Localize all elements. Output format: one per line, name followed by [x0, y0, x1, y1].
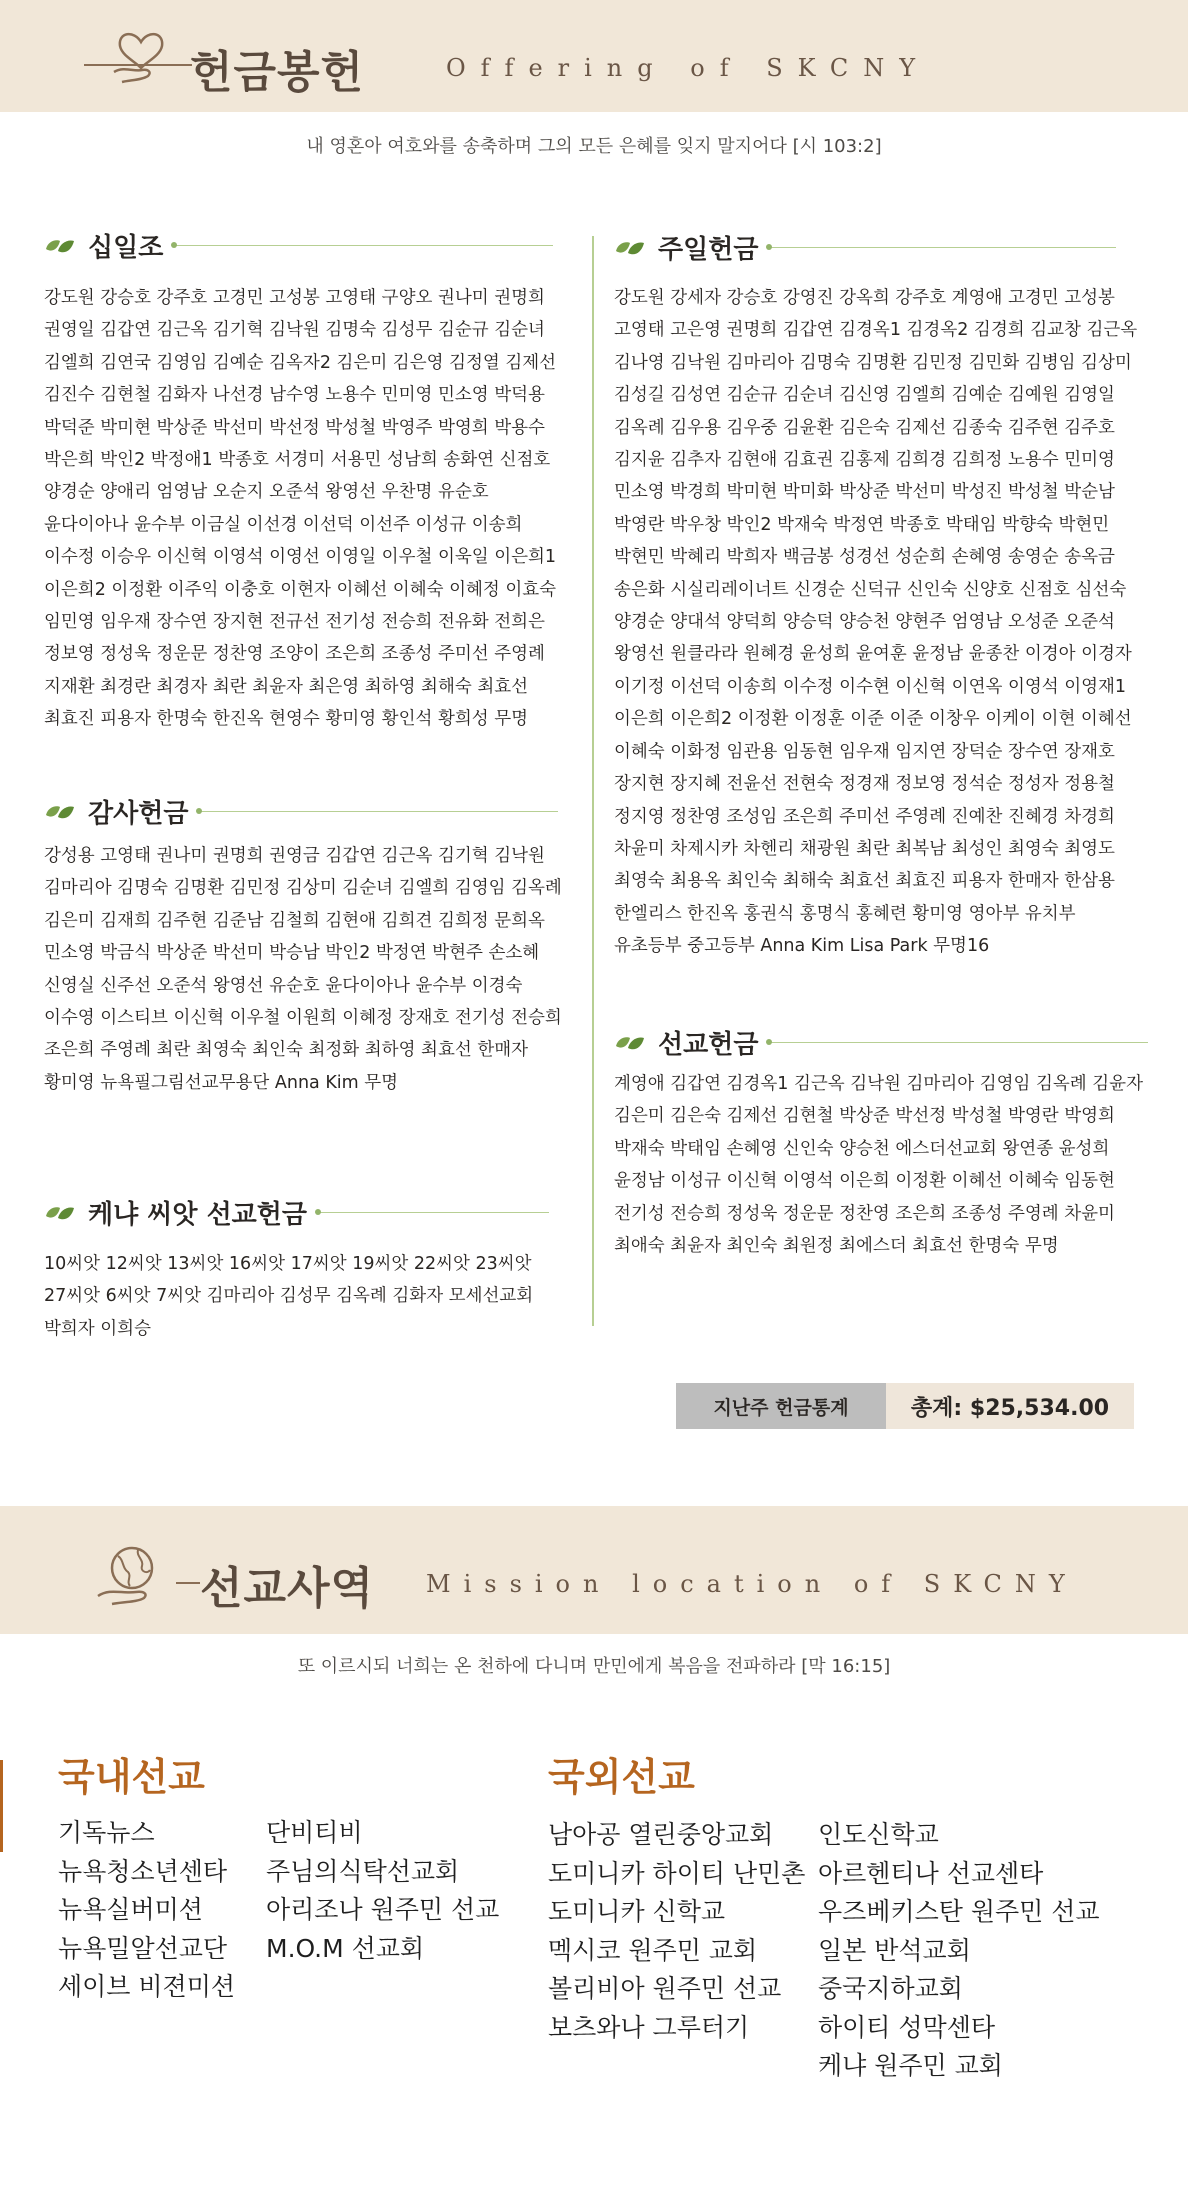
list-item: 뉴욕실버미션 — [58, 1895, 203, 1924]
tithe-names: 강도원 강승호 강주호 고경민 고성봉 고영태 구양오 권나미 권명희 권영일 김갑연 김근옥 김기혁 김낙원 김명숙 김성무 김순규 김순녀 김엘희 김연국 김영임 김예순 김옥자2 김은미 김은영 김정열 김제선 김진수 김현철 김화자 나선경 남수영 노용수 민미영 민소영 박덕용 박덕준 박미현 박상준 박선미 박선정 박성철 박영주 박영희 박용수 박은희 박인2 박정애1 박종호 서경미 서용민 성남희 송화연 신점호 양경순 양애리 엄영남 오순지 오준석 왕영선 우찬명 유순호 윤다이아나 윤수부 이금실 이선경 이선덕 이선주 이성규 이송희 이수정 이승우 이신혁 이영석 이영선 이영일 이우철 이욱일 이은희1 이은희2 이정환 이주익 이충호 이현자 이혜선 이혜숙 이혜정 이효숙 임민영 임우재 장수연 장지현 전규선 전기성 전승희 전유화 전희은 정보영 정성욱 정운문 정찬영 조양이 조은희 조종성 주미선 주영례 지재환 최경란 최경자 최란 최윤자 최은영 최하영 최해숙 최효선 최효진 피용자 한명숙 한진옥 현영수 황미영 황인석 황희성 무명 — [44, 288, 557, 730]
list-item: 뉴욕밀알선교단 — [58, 1933, 228, 1963]
list-item: 남아공 열린중앙교회 — [548, 1820, 774, 1849]
weekly-stats-label: 지난주 헌금통계 — [676, 1383, 886, 1429]
mission-offering-heading — [614, 1024, 1148, 1061]
weekly-total: 총계: $25,534.00 — [886, 1383, 1134, 1429]
list-item: 케냐 원주민 교회 — [818, 2051, 1003, 2080]
list-item: 멕시코 원주민 교회 — [548, 1935, 758, 1965]
thanks-rule — [200, 811, 558, 813]
thanks-heading — [44, 793, 558, 830]
list-item: 기독뉴스 — [58, 1818, 155, 1847]
column-divider — [592, 236, 594, 1326]
list-item: 뉴욕청소년센타 — [58, 1856, 228, 1886]
domestic-missions-heading: 국내선교 — [58, 1755, 205, 1799]
kenya-rule — [319, 1212, 549, 1214]
missions-title: 선교사역 — [200, 1563, 375, 1614]
edge-marker — [0, 1760, 3, 1852]
leaf-icon — [44, 235, 76, 257]
tithe-rule — [175, 245, 553, 247]
list-item: 도미니카 하이티 난민촌 — [548, 1858, 806, 1888]
header-rule — [176, 1582, 200, 1584]
thanks-label: 감사헌금 — [88, 799, 189, 829]
offering-verse: 내 영혼아 여호와를 송축하며 그의 모든 은혜를 잊지 말지어다 [시 103:2] — [306, 136, 882, 157]
tithe-heading — [44, 227, 553, 264]
leaf-icon — [44, 1202, 76, 1224]
missions-subtitle: Mission location of SKCNY — [426, 1570, 1078, 1598]
list-item: 세이브 비젼미션 — [58, 1972, 235, 2001]
sunday-heading — [614, 229, 1116, 266]
mission-offering-label: 선교헌금 — [658, 1030, 759, 1060]
list-item: 주님의식탁선교회 — [266, 1856, 460, 1886]
list-item: 일본 반석교회 — [818, 1935, 971, 1965]
kenya-heading — [44, 1194, 549, 1231]
kenya-names: 10씨앗 12씨앗 13씨앗 16씨앗 17씨앗 19씨앗 22씨앗 23씨앗 27씨앗 6씨앗 7씨앗 김마리아 김성무 김옥례 김화자 모세선교회 박희자 이희승 — [44, 1254, 534, 1339]
list-item: 우즈베키스탄 원주민 선교 — [818, 1897, 1100, 1926]
domestic-list-col2 — [266, 1814, 499, 1968]
list-item: 아르헨티나 선교센타 — [818, 1858, 1044, 1888]
sunday-rule — [770, 247, 1116, 249]
overseas-list-col2 — [818, 1816, 1100, 2086]
offering-subtitle: Offering of SKCNY — [446, 54, 931, 82]
list-item: 하이티 성막센타 — [818, 2012, 995, 2042]
mission-offering-names: 계영애 김갑연 김경옥1 김근옥 김낙원 김마리아 김영임 김옥례 김윤자 김은미 김은숙 김제선 김현철 박상준 박선정 박성철 박영란 박영희 박재숙 박태임 손혜영 신인숙 양승천 에스더선교회 왕연종 윤성희 윤정남 이성규 이신혁 이영석 이은희 이정환 이혜선 이혜숙 임동현 전기성 전승희 정성욱 정운문 정찬영 조은희 조종성 주영례 차윤미 최애숙 최윤자 최인숙 최원정 최에스더 최효선 한명숙 무명 — [614, 1074, 1143, 1257]
thanks-names: 강성용 고영태 권나미 권명희 권영금 김갑연 김근옥 김기혁 김낙원 김마리아 김명숙 김명환 김민정 김상미 김순녀 김엘희 김영임 김옥례 김은미 김재희 김주현 김준남 김철희 김현애 김희견 김희정 문희옥 민소영 박금식 박상준 박선미 박승남 박인2 박정연 박현주 손소혜 신영실 신주선 오준석 왕영선 유순호 윤다이아나 윤수부 이경숙 이수영 이스티브 이신혁 이우철 이원희 이혜정 장재호 전기성 전승희 조은희 주영례 최란 최영숙 최인숙 최정화 최하영 최효선 한매자 황미영 뉴욕필그림선교무용단 Anna Kim 무명 — [44, 846, 562, 1093]
leaf-icon — [614, 1032, 646, 1054]
list-item: 보츠와나 그루터기 — [548, 2012, 750, 2042]
leaf-icon — [614, 237, 646, 259]
missions-verse: 또 이르시되 너희는 온 천하에 다니며 만민에게 복음을 전파하라 [막 16:15] — [297, 1656, 891, 1677]
kenya-label: 케냐 씨앗 선교헌금 — [88, 1200, 308, 1230]
offering-title: 헌금봉헌 — [190, 47, 365, 98]
overseas-missions-heading: 국외선교 — [548, 1755, 695, 1799]
list-item: 도미니카 신학교 — [548, 1897, 725, 1926]
mission-offering-rule — [770, 1042, 1148, 1044]
domestic-list-col1 — [58, 1814, 235, 2007]
sunday-label: 주일헌금 — [658, 235, 759, 265]
sunday-names: 강도원 강세자 강승호 강영진 강옥희 강주호 계영애 고경민 고성봉 고영태 고은영 권명희 김갑연 김경옥1 김경옥2 김경희 김교창 김근옥 김나영 김낙원 김마리아 김명숙 김명환 김민정 김민화 김병임 김상미 김성길 김성연 김순규 김순녀 김신영 김엘희 김예순 김예원 김영일 김옥례 김우용 김우중 김윤환 김은숙 김제선 김종숙 김주현 김주호 김지윤 김추자 김현애 김효권 김홍제 김희경 김희정 노용수 민미영 민소영 박경희 박미현 박미화 박상준 박선미 박성진 박성철 박순남 박영란 박우창 박인2 박재숙 박정연 박종호 박태임 박향숙 박현민 박현민 박혜리 박희자 백금봉 성경선 성순희 손혜영 송영순 송옥금 송은화 시실리레이너트 신경순 신덕규 신인숙 신양호 신점호 심선숙 양경순 양대석 양덕희 양승덕 양승천 양현주 엄영남 오성준 오준석 왕영선 원클라라 원혜경 윤성희 윤여훈 윤정남 윤종찬 이경아 이경자 이기정 이선덕 이송희 이수정 이수현 이신혁 이연옥 이영석 이영재1 이은희 이은희2 이정환 이정훈 이준 이준 이창우 이케이 이현 이혜선 이혜숙 이화정 임관용 임동현 임우재 임지연 장덕순 장수연 장재호 장지현 장지혜 전윤선 전현숙 정경재 정보영 정석순 정성자 정용철 정지영 정찬영 조성임 조은희 주미선 주영례 진예찬 진혜경 차경희 차윤미 차제시카 차헨리 채광원 최란 최복남 최성인 최영숙 최영도 최영숙 최용옥 최인숙 최해숙 최효선 최효진 피용자 한매자 한삼용 한엘리스 한진옥 홍권식 홍명식 홍혜련 황미영 영아부 유치부 유초등부 중고등부 Anna Kim Lisa Park 무명16 — [614, 288, 1138, 957]
list-item: M.O.M 선교회 — [266, 1933, 425, 1963]
overseas-list-col1 — [548, 1816, 805, 2047]
list-item: 인도신학교 — [818, 1820, 939, 1849]
tithe-label: 십일조 — [88, 233, 164, 263]
heart-hand-icon — [108, 22, 174, 88]
list-item: 중국지하교회 — [818, 1974, 963, 2003]
globe-hand-icon — [92, 1538, 178, 1608]
missions-header-band — [0, 1506, 1188, 1634]
header-rule — [84, 64, 192, 66]
list-item: 아리조나 원주민 선교 — [266, 1895, 500, 1924]
offering-header-band — [0, 0, 1188, 112]
list-item: 볼리비아 원주민 선교 — [548, 1974, 782, 2003]
list-item: 단비티비 — [266, 1818, 363, 1847]
leaf-icon — [44, 801, 76, 823]
